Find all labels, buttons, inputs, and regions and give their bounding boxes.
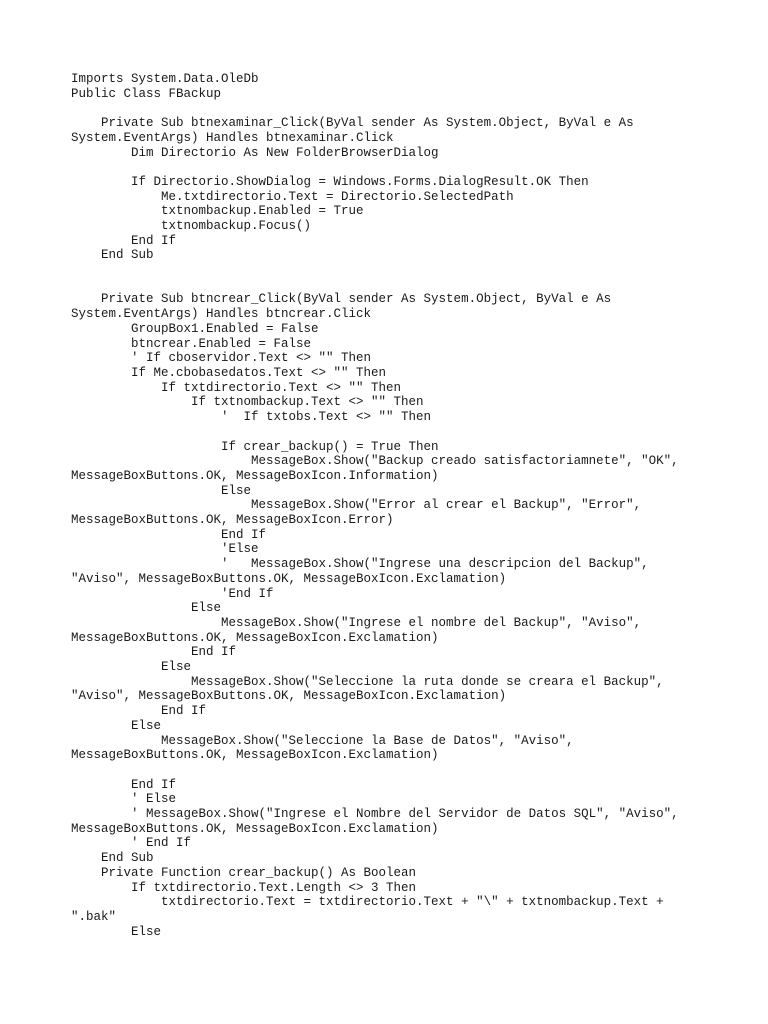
- code-line: MessageBoxButtons.OK, MessageBoxIcon.Exclamation): [71, 748, 439, 763]
- code-line: [71, 425, 679, 440]
- code-line: MessageBox.Show("Ingrese el nombre del Backup", "Aviso",: [71, 615, 642, 630]
- code-line: 'Else: [71, 542, 259, 557]
- code-line: End Sub: [71, 248, 154, 263]
- code-line: Else: [71, 483, 252, 498]
- code-line: txtnombackup.Enabled = True: [71, 204, 364, 219]
- code-line: btncrear.Enabled = False: [71, 336, 312, 351]
- code-line: MessageBox.Show("Seleccione la Base de Datos", "Aviso",: [71, 733, 574, 748]
- code-line: System.EventArgs) Handles btncrear.Click: [71, 307, 372, 322]
- code-line: "Aviso", MessageBoxButtons.OK, MessageBoxIcon.Exclamation): [71, 571, 507, 586]
- code-line: ' If txtobs.Text <> "" Then: [71, 410, 432, 425]
- code-line: txtdirectorio.Text = txtdirectorio.Text + "\" + txtnombackup.Text +: [71, 895, 664, 910]
- code-line: If Me.cbobasedatos.Text <> "" Then: [71, 366, 387, 380]
- code-line: Dim Directorio As New FolderBrowserDialog: [71, 145, 439, 160]
- code-line: ' Else: [71, 792, 177, 807]
- code-line: End If: [71, 645, 237, 660]
- code-line: ' End If: [71, 836, 192, 851]
- code-line: MessageBox.Show("Seleccione la ruta donde se creara el Backup",: [71, 674, 664, 689]
- code-line: [71, 101, 679, 116]
- code-line: MessageBoxButtons.OK, MessageBoxIcon.Exclamation): [71, 630, 439, 645]
- code-line: Else: [71, 660, 192, 675]
- code-line: If Directorio.ShowDialog = Windows.Forms.DialogResult.OK Then: [71, 174, 589, 189]
- code-line: Imports System.Data.OleDb: [71, 72, 259, 86]
- code-line: If txtdirectorio.Text <> "" Then: [71, 380, 402, 395]
- code-line: Private Function crear_backup() As Boolean: [71, 865, 417, 880]
- code-line: System.EventArgs) Handles btnexaminar.Click: [71, 130, 394, 145]
- code-line: GroupBox1.Enabled = False: [71, 321, 319, 336]
- code-line: ".bak": [71, 909, 117, 924]
- code-line: [71, 263, 679, 278]
- code-line: Else: [71, 924, 162, 939]
- code-line: End If: [71, 233, 177, 248]
- code-line: "Aviso", MessageBoxButtons.OK, MessageBoxIcon.Exclamation): [71, 689, 507, 704]
- code-line: [71, 278, 679, 293]
- code-line: If txtdirectorio.Text.Length <> 3 Then: [71, 880, 417, 895]
- code-line: ' If cboservidor.Text <> "" Then: [71, 351, 372, 366]
- code-line: txtnombackup.Focus(): [71, 219, 312, 233]
- code-line: Me.txtdirectorio.Text = Directorio.SelectedPath: [71, 189, 514, 204]
- code-line: If crear_backup() = True Then: [71, 439, 439, 454]
- code-line: End If: [71, 704, 207, 719]
- code-line: MessageBox.Show("Backup creado satisfactoriamnete", "OK",: [71, 454, 679, 469]
- code-line: End If: [71, 527, 267, 542]
- code-line: MessageBoxButtons.OK, MessageBoxIcon.Error): [71, 513, 394, 528]
- code-line: [71, 160, 679, 175]
- code-line: Else: [71, 718, 162, 733]
- code-line: Public Class FBackup: [71, 86, 222, 101]
- code-line: Private Sub btnexaminar_Click(ByVal sender As System.Object, ByVal e As: [71, 116, 634, 131]
- code-line: MessageBoxButtons.OK, MessageBoxIcon.Exclamation): [71, 821, 439, 836]
- code-listing: [71, 72, 679, 939]
- code-line: 'End If: [71, 586, 274, 601]
- code-line: MessageBox.Show("Error al crear el Backup", "Error",: [71, 498, 642, 513]
- code-line: ' MessageBox.Show("Ingrese el Nombre del Servidor de Datos SQL", "Aviso",: [71, 807, 679, 822]
- code-line: If txtnombackup.Text <> "" Then: [71, 395, 424, 410]
- code-line: MessageBoxButtons.OK, MessageBoxIcon.Information): [71, 468, 439, 483]
- code-line: Else: [71, 601, 222, 616]
- code-line: Private Sub btncrear_Click(ByVal sender As System.Object, ByVal e As: [71, 292, 612, 307]
- code-line: End If: [71, 777, 177, 792]
- code-line: [71, 763, 679, 778]
- code-line: End Sub: [71, 851, 154, 866]
- code-line: ' MessageBox.Show("Ingrese una descripcion del Backup",: [71, 557, 649, 572]
